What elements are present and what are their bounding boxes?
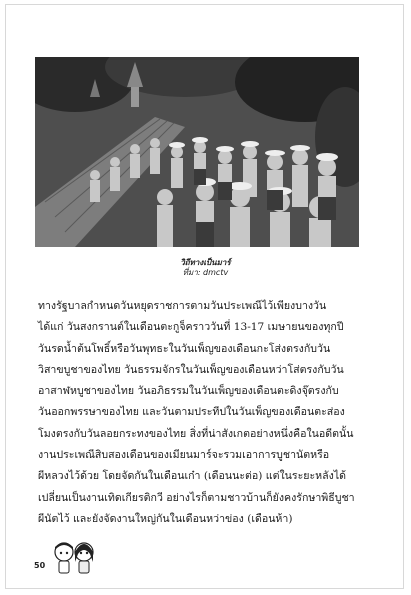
body-paragraph: ทางรัฐบาลกำหนดวันหยุดราชการตามวันประเพณีไว้เพียงบางวัน ได้แก่ วันสงกรานต์ในเดือนตะกูจ็คราววันที่ 13-17 เมษายนของทุกปี วันรดน้ำต้นโพธิ์หรือวันพุทธะในวันเพ็ญของเดือนกะโส่งตรงกับวัน วิสาขบูชาของไทย วันธรรมจักรในวันเพ็ญของเดือนหว่าโส่ตรงกับวัน อาสาฬหบูชาของไทย วันอภิธรรมในวันเพ็ญของเดือนตะดิงจุ๊ตรงกับ วันออกพรรษาของไทย และวันตามประทีปในวันเพ็ญของเดือนตะส่อง โมงตรงกับวันลอยกระทงของไทย สิ่งที่น่าสังเกตอย่างหนึ่งคือในอดีตนั้น งานประเพณีสิบสองเดือนของเมียนมาร์จะรวมเอาการบูชานัตหรือ ผีหลวงไว้ด้วย โดยจัดกันในเดือนเก๋า (เดือนนะต่อ) แต่ในระยะหลังได้ เปลี่ยนเป็นงานเทิดเกียรติกวี อย่างไรก็ตามชาวบ้านก็ยังคงรักษาพิธีบูชา ผีนัตไว้ และยังจัดงานใหญ่กันในเดือนหว่าข่อง (เดือนห้า) [38,300,355,525]
procession-photo [35,57,359,247]
page-number: 50 [34,561,46,570]
procession-photo-illustration [35,57,359,247]
figure-caption-credit: ที่มา: dmctv [182,268,229,277]
figure-caption-title: วิถีทางเป็นมาร์ [180,258,231,267]
cartoon-children-mascot-icon [50,540,100,580]
